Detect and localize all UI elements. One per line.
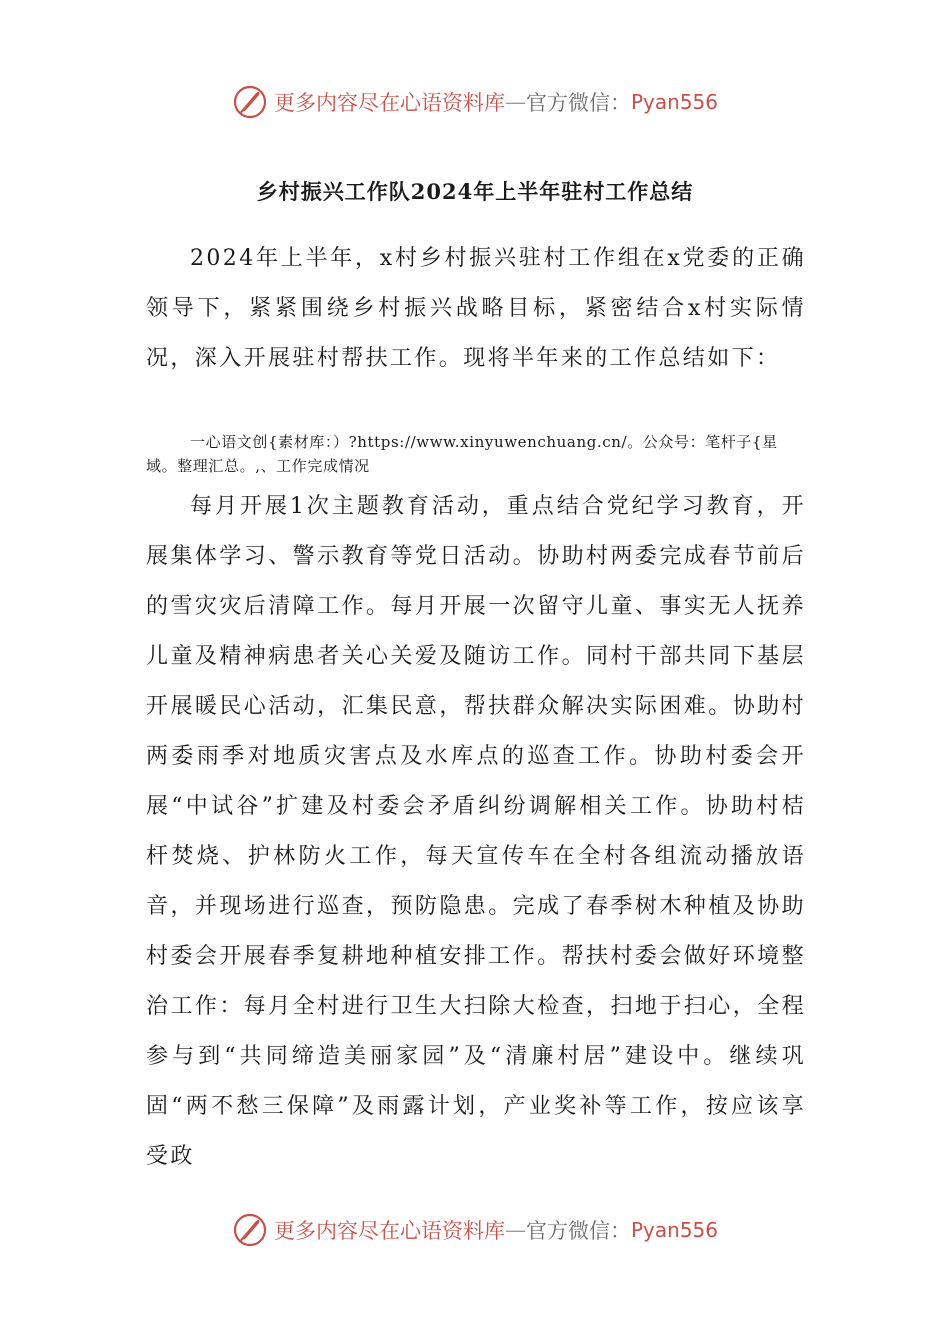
body-paragraph: 每月开展1次主题教育活动，重点结合党纪学习教育，开展集体学习、警示教育等党日活动。协助村两委完成春节前后的雪灾灾后清障工作。每月开展一次留守儿童、事实无人抚养儿童及精神病患者关心关爱及随访工作。同村干部共同下基层开展暖民心活动，汇集民意，帮扶群众解决实际困难。协助村两委雨季对地质灾害点及水库点的巡查工作。协助村委会开展“中试谷”扩建及村委会矛盾纠纷调解相关工作。协助村桔杆焚烧、护林防火工作，每天宣传车在全村各组流动播放语音，并现场进行巡查，预防隐患。完成了春季树木种植及协助村委会开展春季复耕地种植安排工作。帮扶村委会做好环境整治工作：每月全村进行卫生大扫除大检查，扫地于扫心，全程参与到“共同缔造美丽家园”及“清廉村居”建设中。继续巩固“两不愁三保障”及雨露计划，产业奖补等工作，按应该享受政 xyxy=(146,494,806,1169)
watermark-wechat-label: 官方微信： xyxy=(525,91,631,115)
watermark-wechat-id: Pyan556 xyxy=(630,1218,718,1242)
document-title: 乡村振兴工作队2024年上半年驻村工作总结 xyxy=(256,179,694,204)
watermark-text: 更多内容尽在心语资料库 xyxy=(273,91,505,115)
quill-logo-icon xyxy=(232,1212,268,1248)
watermark-wechat-id: Pyan556 xyxy=(630,90,718,114)
watermark-dash: — xyxy=(504,90,526,114)
intro-paragraph: 2024年上半年，x村乡村振兴驻村工作组在x党委的正确领导下，紧紧围绕乡村振兴战略目标，紧密结合x村实际情况，深入开展驻村帮扶工作。现将半年来的工作总结如下： xyxy=(146,246,806,371)
footer-watermark-banner xyxy=(0,1206,950,1254)
header-watermark-banner xyxy=(0,78,950,126)
source-note: 一心语文创{素材库：）?https://www.xinyuwenchuang.cn/。公众号：笔杆子{星域。整理汇总。,、工作完成情况 xyxy=(146,433,778,475)
watermark-text: 更多内容尽在心语资料库 xyxy=(273,1219,505,1243)
watermark-dash: — xyxy=(504,1218,526,1242)
watermark-wechat-label: 官方微信： xyxy=(525,1219,631,1243)
quill-logo-icon xyxy=(232,84,268,120)
